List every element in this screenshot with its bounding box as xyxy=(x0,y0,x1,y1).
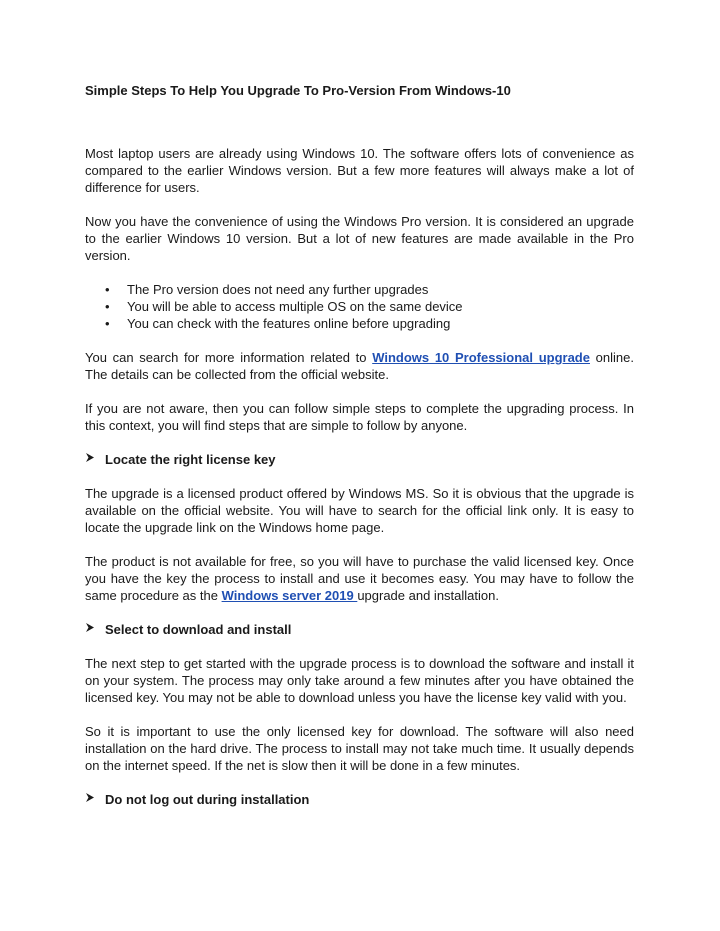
document-title: Simple Steps To Help You Upgrade To Pro-Version From Windows-10 xyxy=(85,83,511,98)
section2-paragraph-2: So it is important to use the only licensed key for download. The software will also need installation on the hard drive. The process to install may not take much time. It usually depends on the internet speed. If the net is slow then it will be done in a few minutes. xyxy=(85,724,634,773)
section-heading-do-not-log-out xyxy=(85,791,634,808)
paragraph-text: You can search for more information related to xyxy=(85,350,373,365)
arrowhead-icon xyxy=(85,621,105,638)
intro-paragraph-1: Most laptop users are already using Windows 10. The software offers lots of convenience as compared to the earlier Windows version. But a few more features will always make a lot of difference for users. xyxy=(85,146,634,195)
bullet-dot-icon: • xyxy=(105,316,110,331)
paragraph-text: online. The details can be collected from the official website. xyxy=(85,350,634,382)
section2-paragraph-1: The next step to get started with the upgrade process is to download the software and install it on your system. The process may only take around a few minutes after you have obtained the licensed key. You may not be able to download unless you have the license key valid with you. xyxy=(85,656,634,705)
bullet-dot-icon: • xyxy=(105,282,110,297)
windows-10-professional-upgrade-link[interactable]: Windows 10 Professional upgrade xyxy=(372,350,590,365)
feature-bullet-list xyxy=(85,281,634,332)
list-item xyxy=(105,298,634,315)
paragraph-text: upgrade and installation. xyxy=(357,588,499,603)
list-item-text: The Pro version does not need any further upgrades xyxy=(127,282,429,297)
section-heading-license-key xyxy=(85,451,634,468)
section1-paragraph-2 xyxy=(85,553,634,604)
intro-paragraph-3 xyxy=(85,349,634,383)
intro-paragraph-2: Now you have the convenience of using the Windows Pro version. It is considered an upgrade to the earlier Windows 10 version. But a lot of new features are made available in the Pro version. xyxy=(85,214,634,263)
section-heading-text: Locate the right license key xyxy=(105,452,276,467)
arrowhead-icon xyxy=(85,451,105,468)
list-item xyxy=(105,281,634,298)
bullet-dot-icon: • xyxy=(105,299,110,314)
list-item-text: You will be able to access multiple OS on the same device xyxy=(127,299,463,314)
list-item xyxy=(105,315,634,332)
section1-paragraph-1: The upgrade is a licensed product offered by Windows MS. So it is obvious that the upgrade is available on the official website. You will have to search for the official link only. It is easy to locate the upgrade link on the Windows home page. xyxy=(85,486,634,535)
windows-server-2019-link[interactable]: Windows server 2019 xyxy=(221,588,358,603)
section-heading-download-install xyxy=(85,621,634,638)
arrowhead-icon xyxy=(85,791,105,808)
section-heading-text: Select to download and install xyxy=(105,622,292,637)
intro-paragraph-4: If you are not aware, then you can follow simple steps to complete the upgrading process. In this context, you will find steps that are simple to follow by anyone. xyxy=(85,401,634,433)
paragraph-text: The product is not available for free, so you will have to purchase the valid licensed key. Once you have the key the process to install and use it becomes easy. You may have to follow the same procedure as the xyxy=(85,554,634,603)
section-heading-text: Do not log out during installation xyxy=(105,792,310,807)
list-item-text: You can check with the features online before upgrading xyxy=(127,316,451,331)
